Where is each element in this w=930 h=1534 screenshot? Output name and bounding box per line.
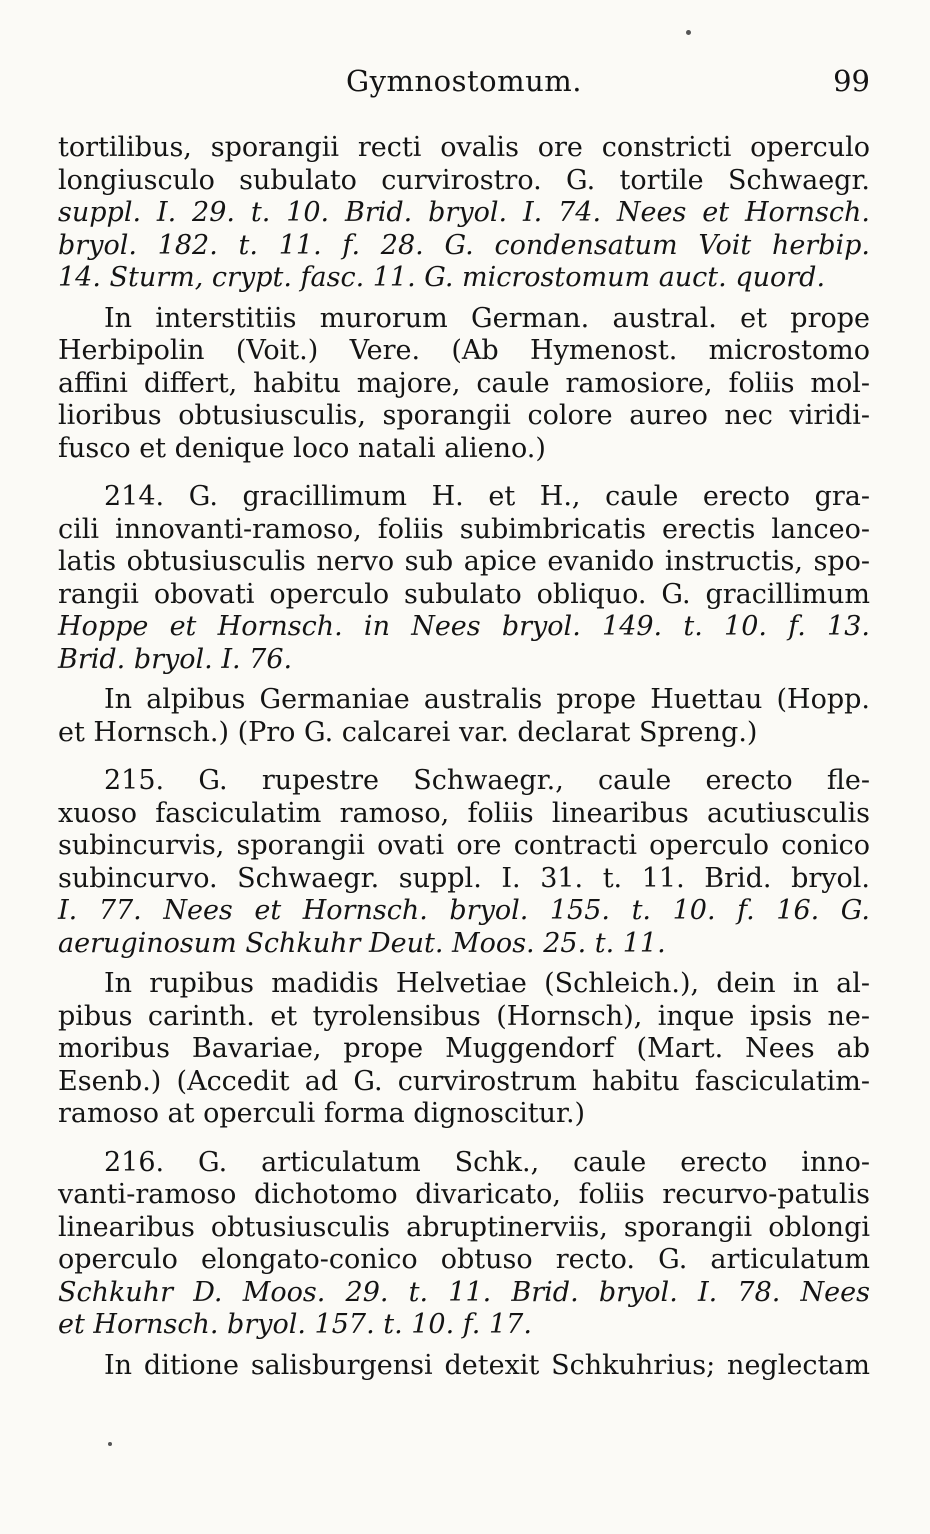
page-header bbox=[58, 64, 870, 108]
text-line: lioribus obtusiusculis, sporangii colore aureo nec viridi- bbox=[58, 400, 870, 431]
text-line: In alpibus Germaniae australis prope Huettau (Hopp. bbox=[104, 684, 870, 715]
text-line: vanti-ramoso dichotomo divaricato, foliis recurvo-patulis bbox=[58, 1179, 870, 1210]
ink-speck bbox=[108, 1442, 112, 1446]
text-line: Brid. bryol. I. 76. bbox=[58, 643, 293, 675]
text-line: Hoppe et Hornsch. in Nees bryol. 149. t. 10. f. 13. bbox=[58, 611, 870, 642]
text-line: rangii obovati operculo subulato obliquo. G. gracillimum bbox=[58, 578, 870, 610]
text-line: Schkuhr D. Moos. 29. t. 11. Brid. bryol. I. 78. Nees bbox=[58, 1276, 870, 1308]
text-line: In interstitiis murorum German. austral. et prope bbox=[104, 302, 870, 334]
paragraph bbox=[58, 132, 870, 295]
text-line: In ditione salisburgensi detexit Schkuhrius; neglectam bbox=[104, 1349, 870, 1381]
text-line: latis obtusiusculis nervo sub apice evanido instructis, spo- bbox=[58, 546, 870, 577]
text-line: aeruginosum Schkuhr Deut. Moos. 25. t. 11. bbox=[58, 927, 666, 959]
text-line: subincurvis, sporangii ovati ore contracti operculo conico bbox=[58, 830, 870, 861]
text-line: subincurvo. Schwaegr. suppl. I. 31. t. 11. Brid. bryol. bbox=[58, 862, 870, 894]
text-line: Herbipolin (Voit.) Vere. (Ab Hymenost. microstomo bbox=[58, 335, 870, 366]
species-heading-line: 216. G. articulatum Schk., caule erecto inno- bbox=[104, 1146, 870, 1178]
paragraph bbox=[58, 968, 870, 1131]
text-line: fusco et denique loco natali alieno.) bbox=[58, 432, 546, 464]
species-heading-line: 215. G. rupestre Schwaegr., caule erecto fle- bbox=[104, 765, 870, 796]
species-entry-215 bbox=[58, 765, 870, 960]
text-line: suppl. I. 29. t. 10. Brid. bryol. I. 74. Nees et Hornsch. bbox=[58, 197, 870, 228]
text-line: Esenb.) (Accedit ad G. curvirostrum habitu fasciculatim- bbox=[58, 1065, 870, 1097]
text-line: cili innovanti-ramoso, foliis subimbricatis erectis lanceo- bbox=[58, 513, 870, 545]
paragraph bbox=[58, 1350, 870, 1383]
text-line: longiusculo subulato curvirostro. G. tortile Schwaegr. bbox=[58, 164, 870, 196]
text-line: operculo elongato-conico obtuso recto. G. articulatum bbox=[58, 1244, 870, 1275]
text-line: affini differt, habitu majore, caule ramosiore, foliis mol- bbox=[58, 367, 870, 399]
paragraph bbox=[58, 303, 870, 466]
running-title: Gymnostomum. bbox=[345, 64, 583, 98]
text-line: 14. Sturm, crypt. fasc. 11. G. microstomum auct. quord. bbox=[58, 262, 826, 293]
text-line: moribus Bavariae, prope Muggendorf (Mart. Nees ab bbox=[58, 1033, 870, 1064]
ink-speck bbox=[686, 30, 691, 35]
text-line: linearibus obtusiusculis abruptinerviis, sporangii oblongi bbox=[58, 1211, 870, 1243]
text-line: bryol. 182. t. 11. f. 28. G. condensatum Voit herbip. bbox=[58, 229, 870, 261]
body-text bbox=[58, 132, 870, 1382]
text-line: xuoso fasciculatim ramoso, foliis linearibus acutiusculis bbox=[58, 797, 870, 829]
text-line: et Hornsch.) (Pro G. calcarei var. declarat Spreng.) bbox=[58, 716, 758, 748]
text-line: et Hornsch. bryol. 157. t. 10. f. 17. bbox=[58, 1309, 532, 1340]
text-line: pibus carinth. et tyrolensibus (Hornsch), inque ipsis ne- bbox=[58, 1000, 870, 1032]
species-heading-line: 214. G. gracillimum H. et H., caule erecto gra- bbox=[104, 481, 870, 512]
species-entry-216 bbox=[58, 1147, 870, 1342]
text-line: ramoso at operculi forma dignoscitur.) bbox=[58, 1098, 586, 1129]
text-line: I. 77. Nees et Hornsch. bryol. 155. t. 10. f. 16. G. bbox=[58, 895, 870, 926]
paragraph bbox=[58, 684, 870, 749]
text-line: In rupibus madidis Helvetiae (Schleich.), dein in al- bbox=[104, 968, 870, 999]
page-number: 99 bbox=[833, 64, 870, 98]
species-entry-214 bbox=[58, 481, 870, 676]
text-line: tortilibus, sporangii recti ovalis ore constricti operculo bbox=[58, 132, 870, 163]
